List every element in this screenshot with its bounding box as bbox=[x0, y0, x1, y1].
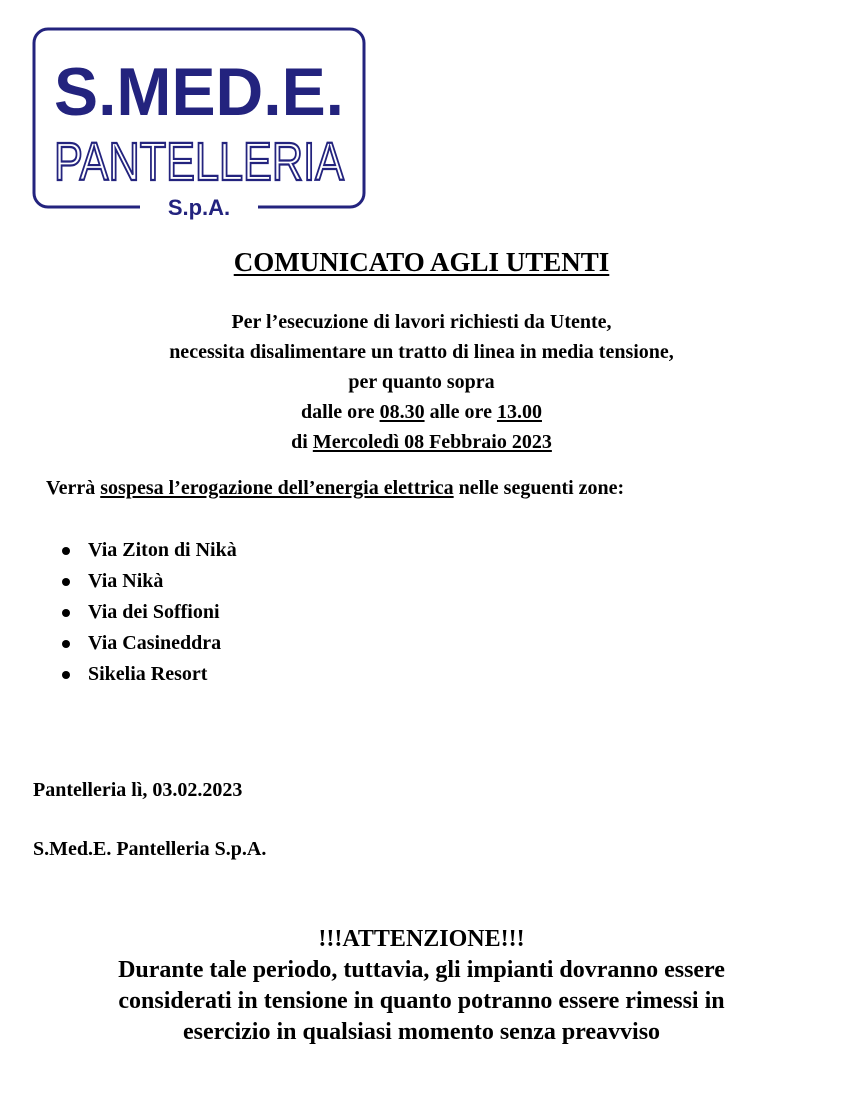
time-start: 08.30 bbox=[379, 401, 425, 423]
page-title: COMUNICATO AGLI UTENTI bbox=[233, 247, 610, 277]
zones-list bbox=[60, 535, 237, 690]
time-range bbox=[0, 397, 843, 427]
zone-label: Via Ziton di Nikà bbox=[88, 539, 237, 561]
bullet-icon bbox=[62, 609, 70, 617]
list-item bbox=[60, 597, 237, 628]
signature: S.Med.E. Pantelleria S.p.A. bbox=[33, 838, 267, 860]
bullet-icon bbox=[62, 671, 70, 679]
zone-label: Via Nikà bbox=[88, 570, 164, 592]
bullet-icon bbox=[62, 547, 70, 555]
suspension-suffix: nelle seguenti zone: bbox=[458, 477, 625, 499]
time-middle: alle ore bbox=[429, 401, 492, 423]
zone-label: Sikelia Resort bbox=[88, 663, 208, 685]
suspension-prefix: Verrà bbox=[46, 477, 96, 499]
zone-label: Via Casineddra bbox=[88, 632, 222, 654]
intro-line-3: per quanto sopra bbox=[348, 371, 495, 393]
attention-line-1: Durante tale periodo, tuttavia, gli impianti dovranno essere bbox=[118, 957, 725, 983]
logo-line1: S.MED.E. bbox=[54, 54, 344, 130]
list-item bbox=[60, 535, 237, 566]
logo-line3: S.p.A. bbox=[167, 195, 231, 220]
time-prefix: dalle ore bbox=[301, 401, 375, 423]
place-date: Pantelleria lì, 03.02.2023 bbox=[33, 779, 243, 801]
zone-label: Via dei Soffioni bbox=[88, 601, 220, 623]
attention-line-2: considerati in tensione in quanto potranno essere rimessi in bbox=[118, 988, 725, 1014]
attention-block bbox=[0, 924, 843, 1048]
intro-line-2: necessita disalimentare un tratto di linea in media tensione, bbox=[169, 341, 674, 363]
list-item bbox=[60, 659, 237, 690]
date-value: Mercoledì 08 Febbraio 2023 bbox=[312, 431, 552, 453]
attention-line-3: esercizio in qualsiasi momento senza preavviso bbox=[182, 1019, 661, 1045]
list-item bbox=[60, 566, 237, 597]
list-item bbox=[60, 628, 237, 659]
intro-line-1: Per l’esecuzione di lavori richiesti da Utente, bbox=[231, 311, 612, 333]
date-line bbox=[0, 427, 843, 457]
logo-graphic bbox=[32, 27, 366, 220]
suspension-notice bbox=[46, 477, 624, 500]
logo-line2: PANTELLERIA bbox=[54, 132, 344, 192]
attention-heading: !!!ATTENZIONE!!! bbox=[318, 926, 525, 952]
bullet-icon bbox=[62, 578, 70, 586]
bullet-icon bbox=[62, 640, 70, 648]
date-prefix: di bbox=[291, 431, 308, 453]
intro-block bbox=[0, 307, 843, 457]
suspension-underlined: sospesa l’erogazione dell’energia elettrica bbox=[100, 477, 454, 499]
time-end: 13.00 bbox=[496, 401, 542, 423]
company-logo bbox=[32, 27, 366, 220]
